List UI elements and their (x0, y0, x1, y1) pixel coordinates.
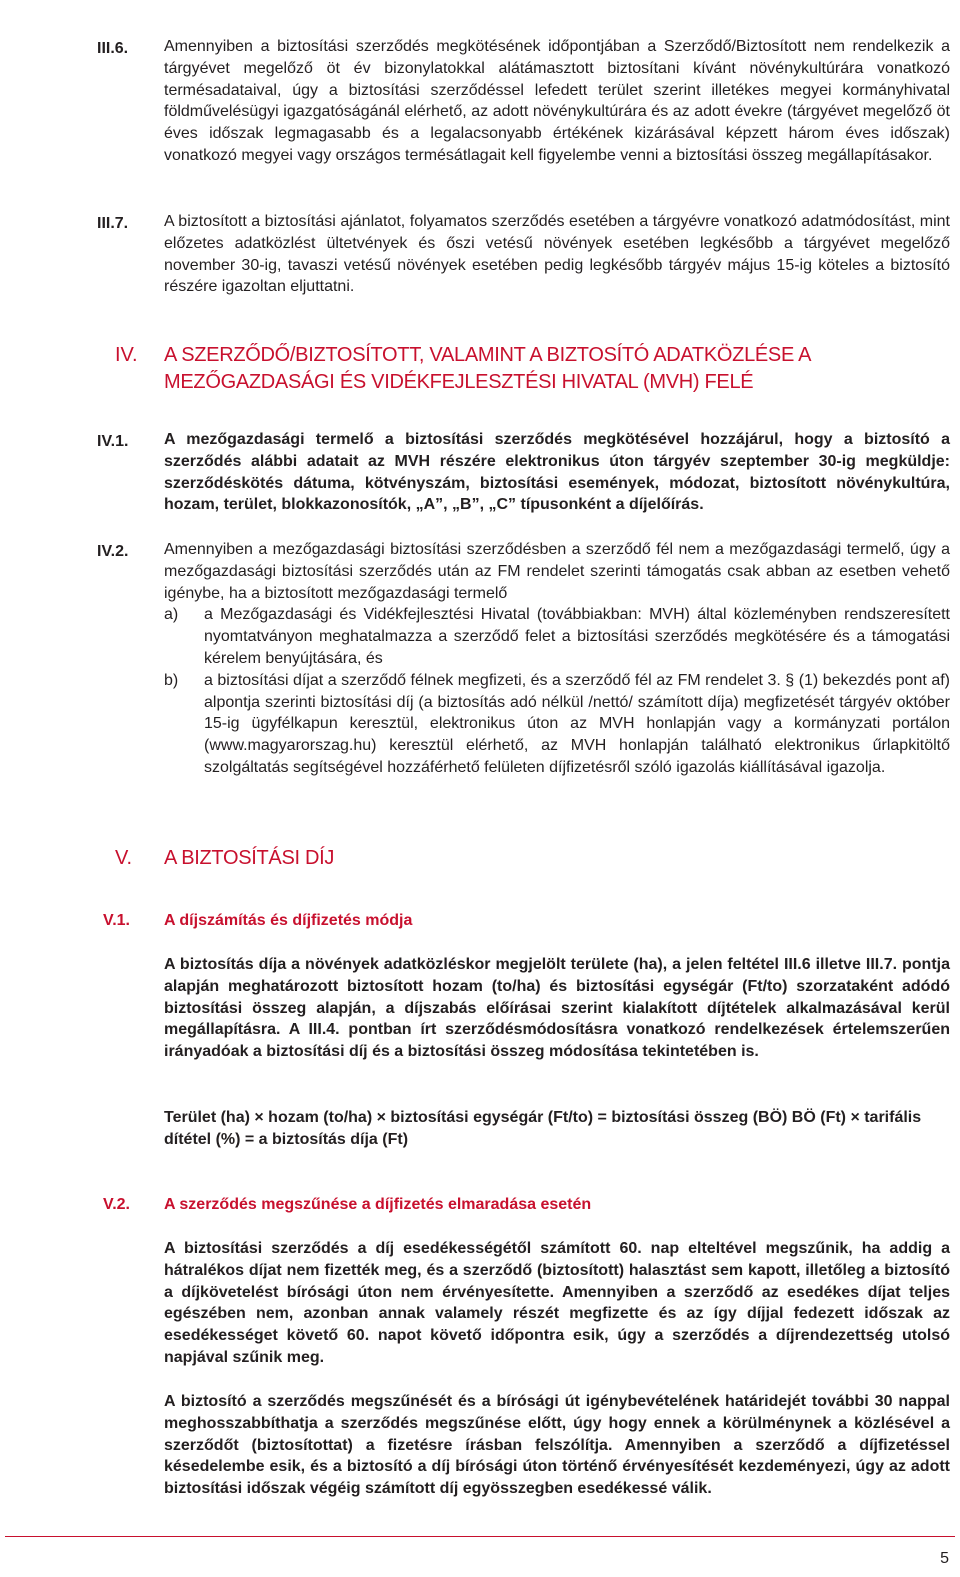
paragraph: A biztosítási szerződés a díj esedékességétől számított 60. nap elteltével megszűnik, ha addig a hátralékos díjat nem fizették meg, és a szerződő (biztosított) halasztást sem kapott, illetőleg a biztosító a díjkövetelést bírósági úton nem érvényesítette. Amennyiben a szerződő az esedékes díjat teljes egészében nem, azonban annak valamely részét megfizette és az így díjjal fedezett időszak az esedékességet követő 60. napot követő időpontra esik, úgy a szerződés a díjrendezettség utolsó napjával szűnik meg. (164, 1240, 950, 1366)
section-number: IV.2. (97, 543, 129, 560)
section-text: A biztosított a biztosítási ajánlatot, folyamatos szerződés esetében a tárgyévre vonatkozó adatmódosítást, mint előzetes adatközlést ültetvények és őszi vetésű növények esetében legkésőbb a tárgyévet megelőző november 30-ig, tavaszi vetésű növények esetében pedig legkésőbb tárgyév május 15-ig köteles a biztosító részére igazoltan eljuttatni. (164, 213, 950, 296)
subsection-title: A díjszámítás és díjfizetés módja (164, 912, 413, 929)
section-number: III.7. (97, 215, 129, 232)
subsection-title: A szerződés megszűnése a díjfizetés elmaradása esetén (164, 1196, 592, 1213)
chapter-title: A SZERZŐDŐ/BIZTOSÍTOTT, VALAMINT A BIZTOSÍTÓ ADATKÖZLÉSE A MEZŐGAZDASÁGI ÉS VIDÉKFEJLESZTÉSI HIVATAL (MVH) FELÉ (164, 344, 811, 393)
section-text: A mezőgazdasági termelő a biztosítási szerződés megkötésével hozzájárul, hogy a biztosító a szerződés alábbi adatait az MVH részére elektronikus úton tárgyév szeptember 30-ig megküldje: szerződéskötés dátuma, kötvényszám, biztosítási események, módozat, biztosított növénykultúra, hozam, terület, blokkazonosítók, „A”, „B”, „C” típusonként a díjelőírás. (164, 431, 950, 514)
page-number: 5 (940, 1550, 949, 1567)
section-number: IV.1. (97, 433, 129, 450)
section-number: III.6. (97, 40, 129, 57)
footer-divider (5, 1536, 955, 1537)
formula: Terület (ha) × hozam (to/ha) × biztosítási egységár (Ft/to) = biztosítási összeg (BÖ) BÖ (Ft) × tarifális dítétel (%) = a biztosítás díja (Ft) (164, 1109, 922, 1148)
list-text: a biztosítási díjat a szerződő félnek megfizeti, és a szerződő fél az FM rendelet 3. § (1) bekezdés pont af) alpontja szerinti biztosítási díj (a biztosítás adó nélkül /nettó/ számított díja) megfizetését tárgyév október 15-ig ügyfélkapun keresztül, elektronikus úton az MVH honlapján vagy a kormányzati portálon (www.magyarorszag.hu) keresztül elérhető, az MVH honlapján található elektronikus űrlapkitöltő szolgáltatás segítségével hozzáférhető felületen díjfizetésről szóló igazolás kiállításával igazolja. (204, 671, 950, 776)
chapter-title: A BIZTOSÍTÁSI DÍJ (164, 847, 335, 869)
list-label: b) (164, 671, 179, 689)
subsection-number: V.2. (103, 1196, 130, 1213)
section-intro: Amennyiben a mezőgazdasági biztosítási szerződésben a szerződő fél nem a mezőgazdasági termelő, úgy a mezőgazdasági biztosítási szerződés után az FM rendelet szerinti támogatás csak abban az esetben vehető igénybe, ha a biztosított mezőgazdasági termelő (164, 541, 950, 602)
chapter-number: IV. (115, 344, 138, 366)
chapter-number: V. (115, 847, 133, 869)
section-body (164, 539, 950, 779)
subsection-number: V.1. (103, 912, 130, 929)
list-item-a (164, 604, 950, 669)
paragraph: A biztosító a szerződés megszűnését és a bírósági út igénybevételének határidejét további 30 nappal meghosszabbíthatja a szerződés megszűnése előtt, úgy hogy ennek a körülménynek a közlésével a szerződőt (biztosítottat) a fizetésre írásban felszólítja. Amennyiben a szerződő a díjfizetéssel késedelembe esik, és a biztosító a díj bírósági úton történő érvényesítését kezdeményezi, úgy az adott biztosítási időszak végéig számított díj egyösszegben esedékessé válik. (164, 1393, 950, 1498)
list-item-b (164, 670, 950, 779)
section-text: Amennyiben a biztosítási szerződés megkötésének időpontjában a Szerződő/Biztosított nem rendelkezik a tárgyévet megelőző öt év bizonylatokkal alátámasztott biztosítani kívánt növénykultúrára vonatkozó termésadataival, úgy a biztosítási szerződéssel lefedett terület szerint illetékes megyei kormányhivatal földművelésügyi igazgatóságánál elérhető, az adott növénykultúrára és az adott évekre (tárgyévet megelőző öt éves időszak legmagasabb és a legalacsonyabb értékének kizárásával képzett három éves időszak) vonatkozó megyei vagy országos termésátlagait kell figyelembe venni a biztosítási összeg megállapításakor. (164, 38, 950, 164)
list-label: a) (164, 606, 179, 624)
list-text: a Mezőgazdasági és Vidékfejlesztési Hivatal (továbbiakban: MVH) által közleményben rendszeresített nyomtatványon meghatalmazza a szerződő felet a biztosítási szerződés megkötésére és a támogatási kérelem benyújtására, és (204, 606, 950, 667)
paragraph: A biztosítás díja a növények adatközléskor megjelölt területe (ha), a jelen feltétel III.6 illetve III.7. pontja alapján meghatározott biztosított hozam (to/ha) és biztosítási egységár (Ft/to) szorzataként adódó biztosítási összeg alapján, a díjszabás előírásai szerint kialakított díjtételek alkalmazásával kerül megállapításra. A III.4. pontban írt szerződésmódosításra vonatkozó rendelkezések értelemszerűen irányadóak a biztosítási díj és a biztosítási összeg módosítása tekintetében is. (164, 956, 950, 1061)
